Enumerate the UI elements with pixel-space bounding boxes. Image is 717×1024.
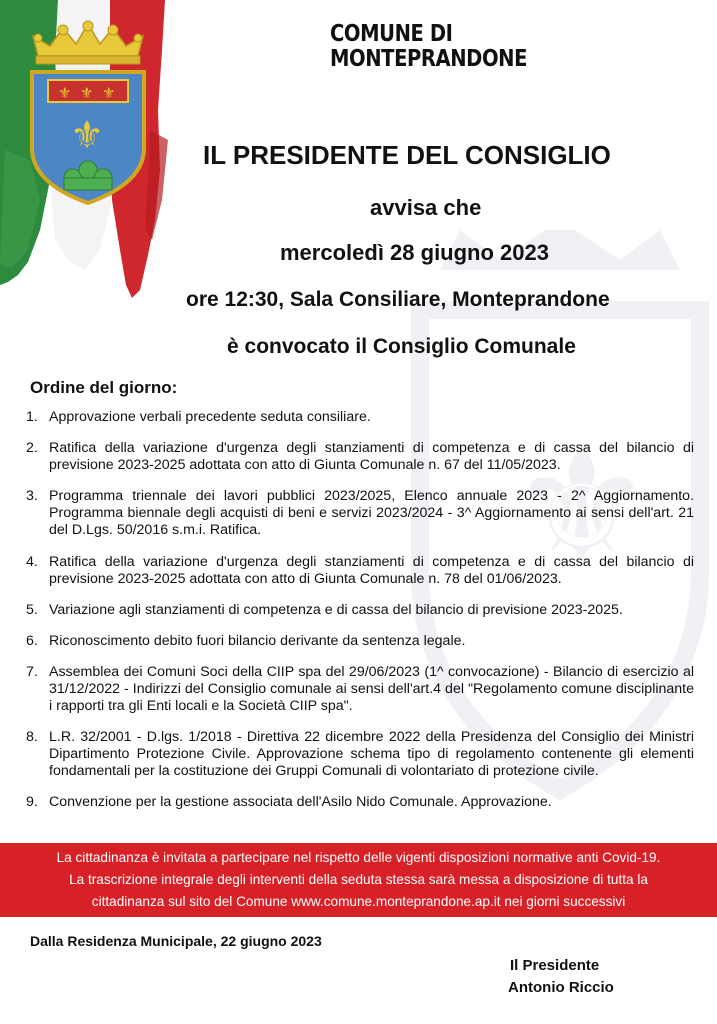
svg-text:⚜: ⚜ — [102, 84, 116, 102]
agenda-item-text: Approvazione verbali precedente seduta consiliare. — [49, 409, 371, 425]
banner-line3: cittadinanza sul sito del Comune www.comune.monteprandone.ap.it nei giorni successivi — [91, 894, 626, 909]
comune-line1: COMUNE DI — [330, 21, 453, 47]
agenda-item-number: 3. — [26, 488, 38, 504]
agenda-item-text: Variazione agli stanziamenti di competenza e di cassa del bilancio di previsione 2023-2025. — [49, 602, 623, 618]
agenda-item — [26, 554, 694, 588]
agenda-item — [26, 729, 694, 780]
meeting-time: ore 12:30, — [186, 288, 285, 311]
agenda-item — [26, 409, 694, 426]
avvisa-che: avvisa che — [370, 195, 482, 220]
agenda-item-text: Ratifica della variazione d'urgenza degli stanziamenti di competenza e di cassa del bilancio di previsione 2023-2025 adottata con atto di Giunta Comunale n. 67 del 11/05/2023. — [49, 440, 694, 473]
agenda-item-text: Riconoscimento debito fuori bilancio derivante da sentenza legale. — [49, 633, 466, 649]
agenda-item — [26, 633, 694, 650]
meeting-time-place — [186, 288, 610, 312]
agenda-item — [26, 602, 694, 619]
svg-text:⚜: ⚜ — [58, 84, 72, 102]
agenda-item-number: 6. — [26, 633, 38, 649]
agenda-list — [26, 409, 694, 811]
banner-line2: La trascrizione integrale degli interventi della seduta stessa sarà messa a disposizione di tutta la — [69, 872, 648, 887]
covid-notice-banner — [0, 843, 717, 917]
meeting-town: Monteprandone — [452, 288, 610, 311]
agenda-heading: Ordine del giorno: — [30, 378, 178, 397]
agenda-item-number: 5. — [26, 602, 38, 618]
agenda-item-number: 4. — [26, 554, 38, 570]
agenda-item — [26, 794, 694, 811]
convocation-text: è convocato il Consiglio Comunale — [227, 335, 576, 358]
agenda-item-text: Programma triennale dei lavori pubblici 2023/2025, Elenco annuale 2023 - 2^ Aggiornamento. Programma biennale degli acquisti di beni e servizi 2023/2024 - 3^ Aggiornamento ai sensi dell'art. 21 del D.Lgs. 50/2016 s.m.i. Ratifica. — [49, 488, 694, 538]
agenda-item — [26, 488, 694, 539]
agenda-item-text: Assemblea dei Comuni Soci della CIIP spa del 29/06/2023 (1^ convocazione) - Bilancio di esercizio al 31/12/2022 - Indirizzi del Consiglio comunale ai sensi dell'art.4 del "Regolamento comune disciplinante i rapporti tra gli Enti locali e la Società CIIP spa". — [49, 664, 694, 714]
comune-header — [330, 21, 528, 72]
meeting-place: Sala Consiliare, — [289, 288, 447, 311]
agenda-item-number: 9. — [26, 794, 38, 810]
meeting-date: mercoledì 28 giugno 2023 — [280, 240, 549, 265]
president-title: IL PRESIDENTE DEL CONSIGLIO — [203, 140, 611, 170]
svg-text:⚜: ⚜ — [510, 411, 654, 598]
svg-text:⚜: ⚜ — [80, 84, 94, 102]
comune-line2: MONTEPRANDONE — [330, 46, 528, 72]
agenda-item — [26, 440, 694, 474]
municipal-crest-icon — [18, 18, 158, 208]
dateline: Dalla Residenza Municipale, 22 giugno 2023 — [30, 933, 322, 949]
agenda-item-number: 2. — [26, 440, 38, 456]
agenda-item-text: L.R. 32/2001 - D.lgs. 1/2018 - Direttiva 22 dicembre 2022 della Presidenza del Consiglio dei Ministri Dipartimento Protezione Civile. Approvazione schema tipo di regolamento contenente gli elementi fondamentali per la costituzione dei Gruppi Comunali di volontariato di protezione civile. — [49, 729, 694, 779]
agenda-item — [26, 664, 694, 715]
president-name: Antonio Riccio — [508, 979, 614, 996]
svg-text:⚜: ⚜ — [70, 113, 105, 157]
agenda-item-number: 7. — [26, 664, 38, 680]
agenda-item-number: 8. — [26, 729, 38, 745]
signature-block — [508, 955, 614, 999]
banner-line1: La cittadinanza è invitata a partecipare nel rispetto delle vigenti disposizioni normative anti Covid-19. — [56, 850, 661, 865]
president-role: Il Presidente — [510, 957, 600, 974]
agenda-item-text: Ratifica della variazione d'urgenza degli stanziamenti di competenza e di cassa del bilancio di previsione 2023-2025 adottata con atto di Giunta Comunale n. 78 del 01/06/2023. — [49, 554, 694, 587]
agenda-item-number: 1. — [26, 409, 38, 425]
agenda-item-text: Convenzione per la gestione associata dell'Asilo Nido Comunale. Approvazione. — [49, 794, 552, 810]
